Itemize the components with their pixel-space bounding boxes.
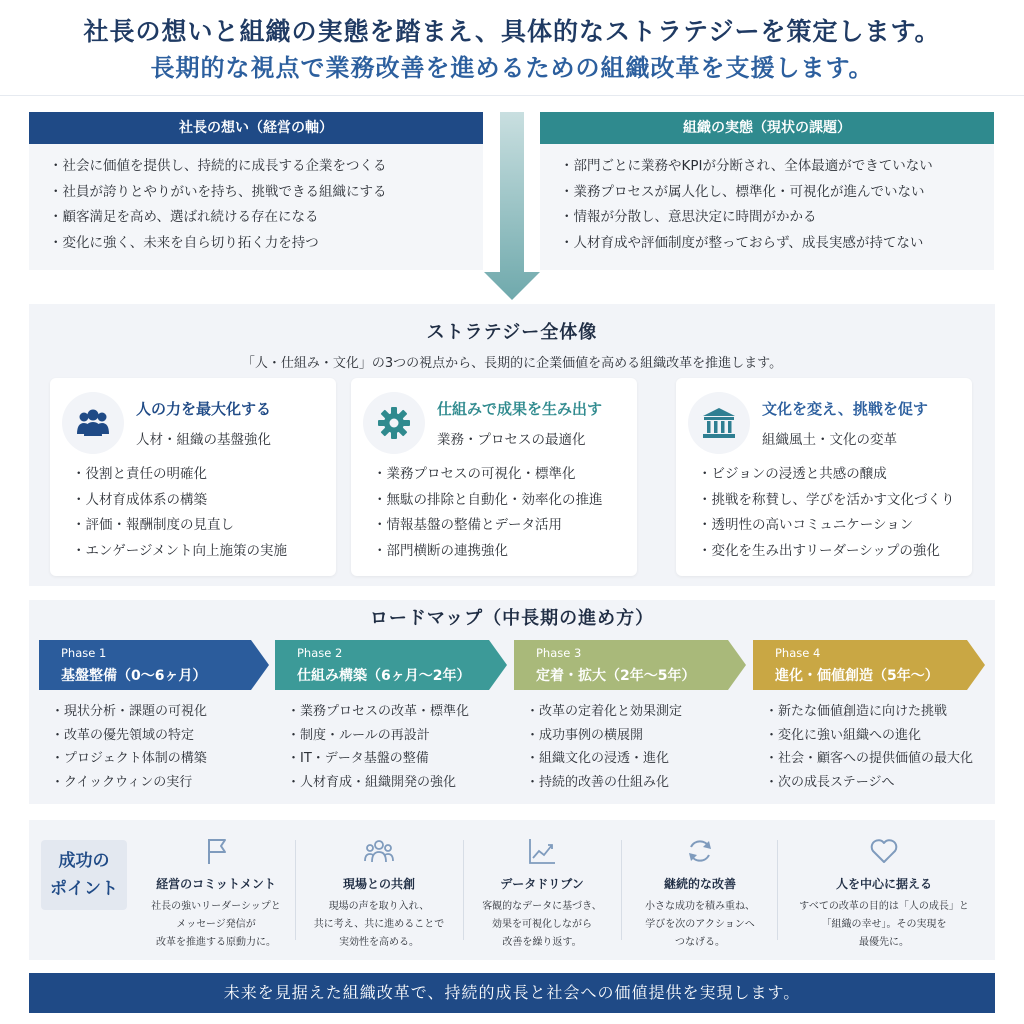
phase-item: ・業務プロセスの改革・標準化 xyxy=(287,704,470,719)
org-issue-item: ・業務プロセスが属人化し、標準化・可視化が進んでいない xyxy=(560,183,925,200)
phase-item: ・新たな価値創造に向けた挑戦 xyxy=(765,704,948,719)
divider xyxy=(621,840,622,940)
flag-icon xyxy=(201,836,231,866)
success-point-title: データドリブン xyxy=(500,877,584,891)
card-item: ・挑戦を称賛し、学びを活かす文化づくり xyxy=(698,491,955,508)
card-item: ・評価・報酬制度の見直し xyxy=(72,517,234,533)
gear-icon xyxy=(363,392,425,454)
success-point-desc: 小さな成功を積み重ね、 学びを次のアクションへ つなげる。 xyxy=(645,901,755,948)
phase-item: ・IT・データ基盤の整備 xyxy=(287,751,429,766)
phase-3-list xyxy=(526,700,682,794)
phase-label: Phase 3 xyxy=(536,646,582,660)
phase-item: ・現状分析・課題の可視化 xyxy=(51,704,208,719)
strategy-card-systems xyxy=(351,378,637,576)
phase-item: ・クイックウィンの実行 xyxy=(51,774,193,790)
card-subtitle: 人材・組織の基盤強化 xyxy=(136,432,271,448)
card-item: ・エンゲージメント向上施策の実施 xyxy=(72,542,288,559)
phase-item: ・制度・ルールの再設計 xyxy=(287,727,430,743)
phase-item: ・改革の優先領域の特定 xyxy=(51,727,195,743)
phase-1-list xyxy=(51,700,207,794)
card-item: ・部門横断の連携強化 xyxy=(373,542,508,559)
card-subtitle: 組織風土・文化の変革 xyxy=(762,432,897,448)
phase-label: Phase 4 xyxy=(775,646,821,660)
success-point-title: 継続的な改善 xyxy=(663,877,736,891)
ceo-thoughts-title: 社長の想い（経営の軸） xyxy=(29,112,483,144)
ceo-thought-item: ・社会に価値を提供し、持続的に成長する企業をつくる xyxy=(49,158,387,174)
phase-item: ・成功事例の横展開 xyxy=(526,727,644,743)
header xyxy=(0,0,1024,96)
down-arrow-icon xyxy=(484,112,540,300)
org-reality-box xyxy=(540,112,994,270)
phase-1-arrow xyxy=(39,640,269,690)
headline-2: 長期的な視点で業務改善を進めるための組織改革を支援します。 xyxy=(150,53,874,82)
org-issue-item: ・人材育成や評価制度が整っておらず、成長実感が持てない xyxy=(560,234,924,251)
card-title: 人の力を最大化する xyxy=(136,400,272,418)
group-icon xyxy=(364,836,394,866)
success-points-badge xyxy=(41,840,127,910)
phase-2-list xyxy=(287,700,469,794)
strategy-section xyxy=(29,304,995,586)
success-point-desc: 客観的なデータに基づき、 効果を可視化しながら 改善を繰り返す。 xyxy=(482,901,602,948)
card-title: 仕組みで成果を生み出す xyxy=(437,400,603,418)
strategy-card-people xyxy=(50,378,336,576)
org-reality-title: 組織の実態（現状の課題） xyxy=(540,112,994,144)
success-point-commitment xyxy=(139,820,293,960)
card-title: 文化を変え、挑戦を促す xyxy=(762,400,928,418)
refresh-icon xyxy=(685,836,715,866)
phase-label: Phase 2 xyxy=(297,646,343,660)
phase-label: Phase 1 xyxy=(61,646,107,660)
success-point-data-driven xyxy=(467,820,617,960)
ceo-thought-item: ・変化に強く、未来を自ら切り拓く力を持つ xyxy=(49,234,319,251)
phase-name: 進化・価値創造（5年〜） xyxy=(775,668,939,684)
success-point-desc: 社長の強いリーダーシップと メッセージ発信が 改革を推進する原動力に。 xyxy=(151,901,281,948)
card-subtitle: 業務・プロセスの最適化 xyxy=(437,432,586,448)
phase-item: ・次の成長ステージへ xyxy=(765,774,895,790)
phase-item: ・改革の定着化と効果測定 xyxy=(526,704,683,719)
success-point-title: 人を中心に据える xyxy=(835,877,932,891)
phase-item: ・人材育成・組織開発の強化 xyxy=(287,774,457,790)
success-points-section xyxy=(29,820,995,960)
org-issue-item: ・部門ごとに業務やKPIが分断され、全体最適ができていない xyxy=(560,158,933,174)
phase-item: ・持続的改善の仕組み化 xyxy=(526,774,670,790)
card-item: ・役割と責任の明確化 xyxy=(72,466,207,482)
card-item: ・無駄の排除と自動化・効率化の推進 xyxy=(373,491,603,508)
ceo-thoughts-box xyxy=(29,112,483,270)
success-point-continuous xyxy=(625,820,775,960)
success-point-desc: すべての改革の目的は「人の成長」と 「組織の幸せ」。その実現を 最優先に。 xyxy=(799,901,969,948)
phase-item: ・組織文化の浸透・進化 xyxy=(526,751,670,766)
phase-item: ・プロジェクト体制の構築 xyxy=(51,751,207,766)
strategy-card-culture xyxy=(676,378,972,576)
card-item: ・情報基盤の整備とデータ活用 xyxy=(373,517,562,533)
phase-2-arrow xyxy=(275,640,507,690)
org-issue-item: ・情報が分散し、意思決定に時間がかかる xyxy=(560,209,817,225)
phase-4-list xyxy=(765,700,973,794)
badge-line: ポイント xyxy=(50,879,118,899)
phase-name: 基盤整備（0〜6ヶ月） xyxy=(61,668,207,684)
divider xyxy=(777,840,778,940)
strategy-title: ストラテジー全体像 xyxy=(426,322,598,343)
ceo-thought-item: ・社員が誇りとやりがいを持ち、挑戦できる組織にする xyxy=(49,183,387,200)
roadmap-title: ロードマップ（中長期の進め方） xyxy=(369,608,655,629)
phase-3-arrow xyxy=(514,640,746,690)
card-item: ・透明性の高いコミュニケーション xyxy=(698,517,914,533)
card-item: ・ビジョンの浸透と共感の醸成 xyxy=(698,466,887,482)
building-icon xyxy=(688,392,750,454)
people-icon xyxy=(62,392,124,454)
badge-line: 成功の xyxy=(58,851,110,871)
success-point-title: 経営のコミットメント xyxy=(156,877,276,891)
chart-icon xyxy=(527,836,557,866)
card-item: ・変化を生み出すリーダーシップの強化 xyxy=(698,542,940,559)
card-item: ・業務プロセスの可視化・標準化 xyxy=(373,466,576,482)
footer-banner: 未来を見据えた組織改革で、持続的成長と社会への価値提供を実現します。 xyxy=(29,973,995,1013)
success-point-cocreation xyxy=(299,820,459,960)
phase-name: 定着・拡大（2年〜5年） xyxy=(536,668,696,684)
phase-item: ・変化に強い組織への進化 xyxy=(765,727,922,743)
phase-name: 仕組み構築（6ヶ月〜2年） xyxy=(297,668,471,684)
divider xyxy=(295,840,296,940)
card-item: ・人材育成体系の構築 xyxy=(72,491,207,508)
heart-icon xyxy=(869,836,899,866)
success-point-desc: 現場の声を取り入れ、 共に考え、共に進めることで 実効性を高める。 xyxy=(313,901,445,948)
divider xyxy=(463,840,464,940)
phase-4-arrow xyxy=(753,640,985,690)
roadmap-section xyxy=(29,600,995,804)
success-point-title: 現場との共創 xyxy=(342,877,415,891)
strategy-subtitle: 「人・仕組み・文化」の3つの視点から、長期的に企業価値を高める組織改革を推進します。 xyxy=(241,356,783,371)
phase-item: ・社会・顧客への提供価値の最大化 xyxy=(765,751,974,766)
ceo-thought-item: ・顧客満足を高め、選ばれ続ける存在になる xyxy=(49,209,319,225)
success-point-people-centric xyxy=(781,820,987,960)
headline-1: 社長の想いと組織の実態を踏まえ、具体的なストラテジーを策定します。 xyxy=(83,17,941,46)
